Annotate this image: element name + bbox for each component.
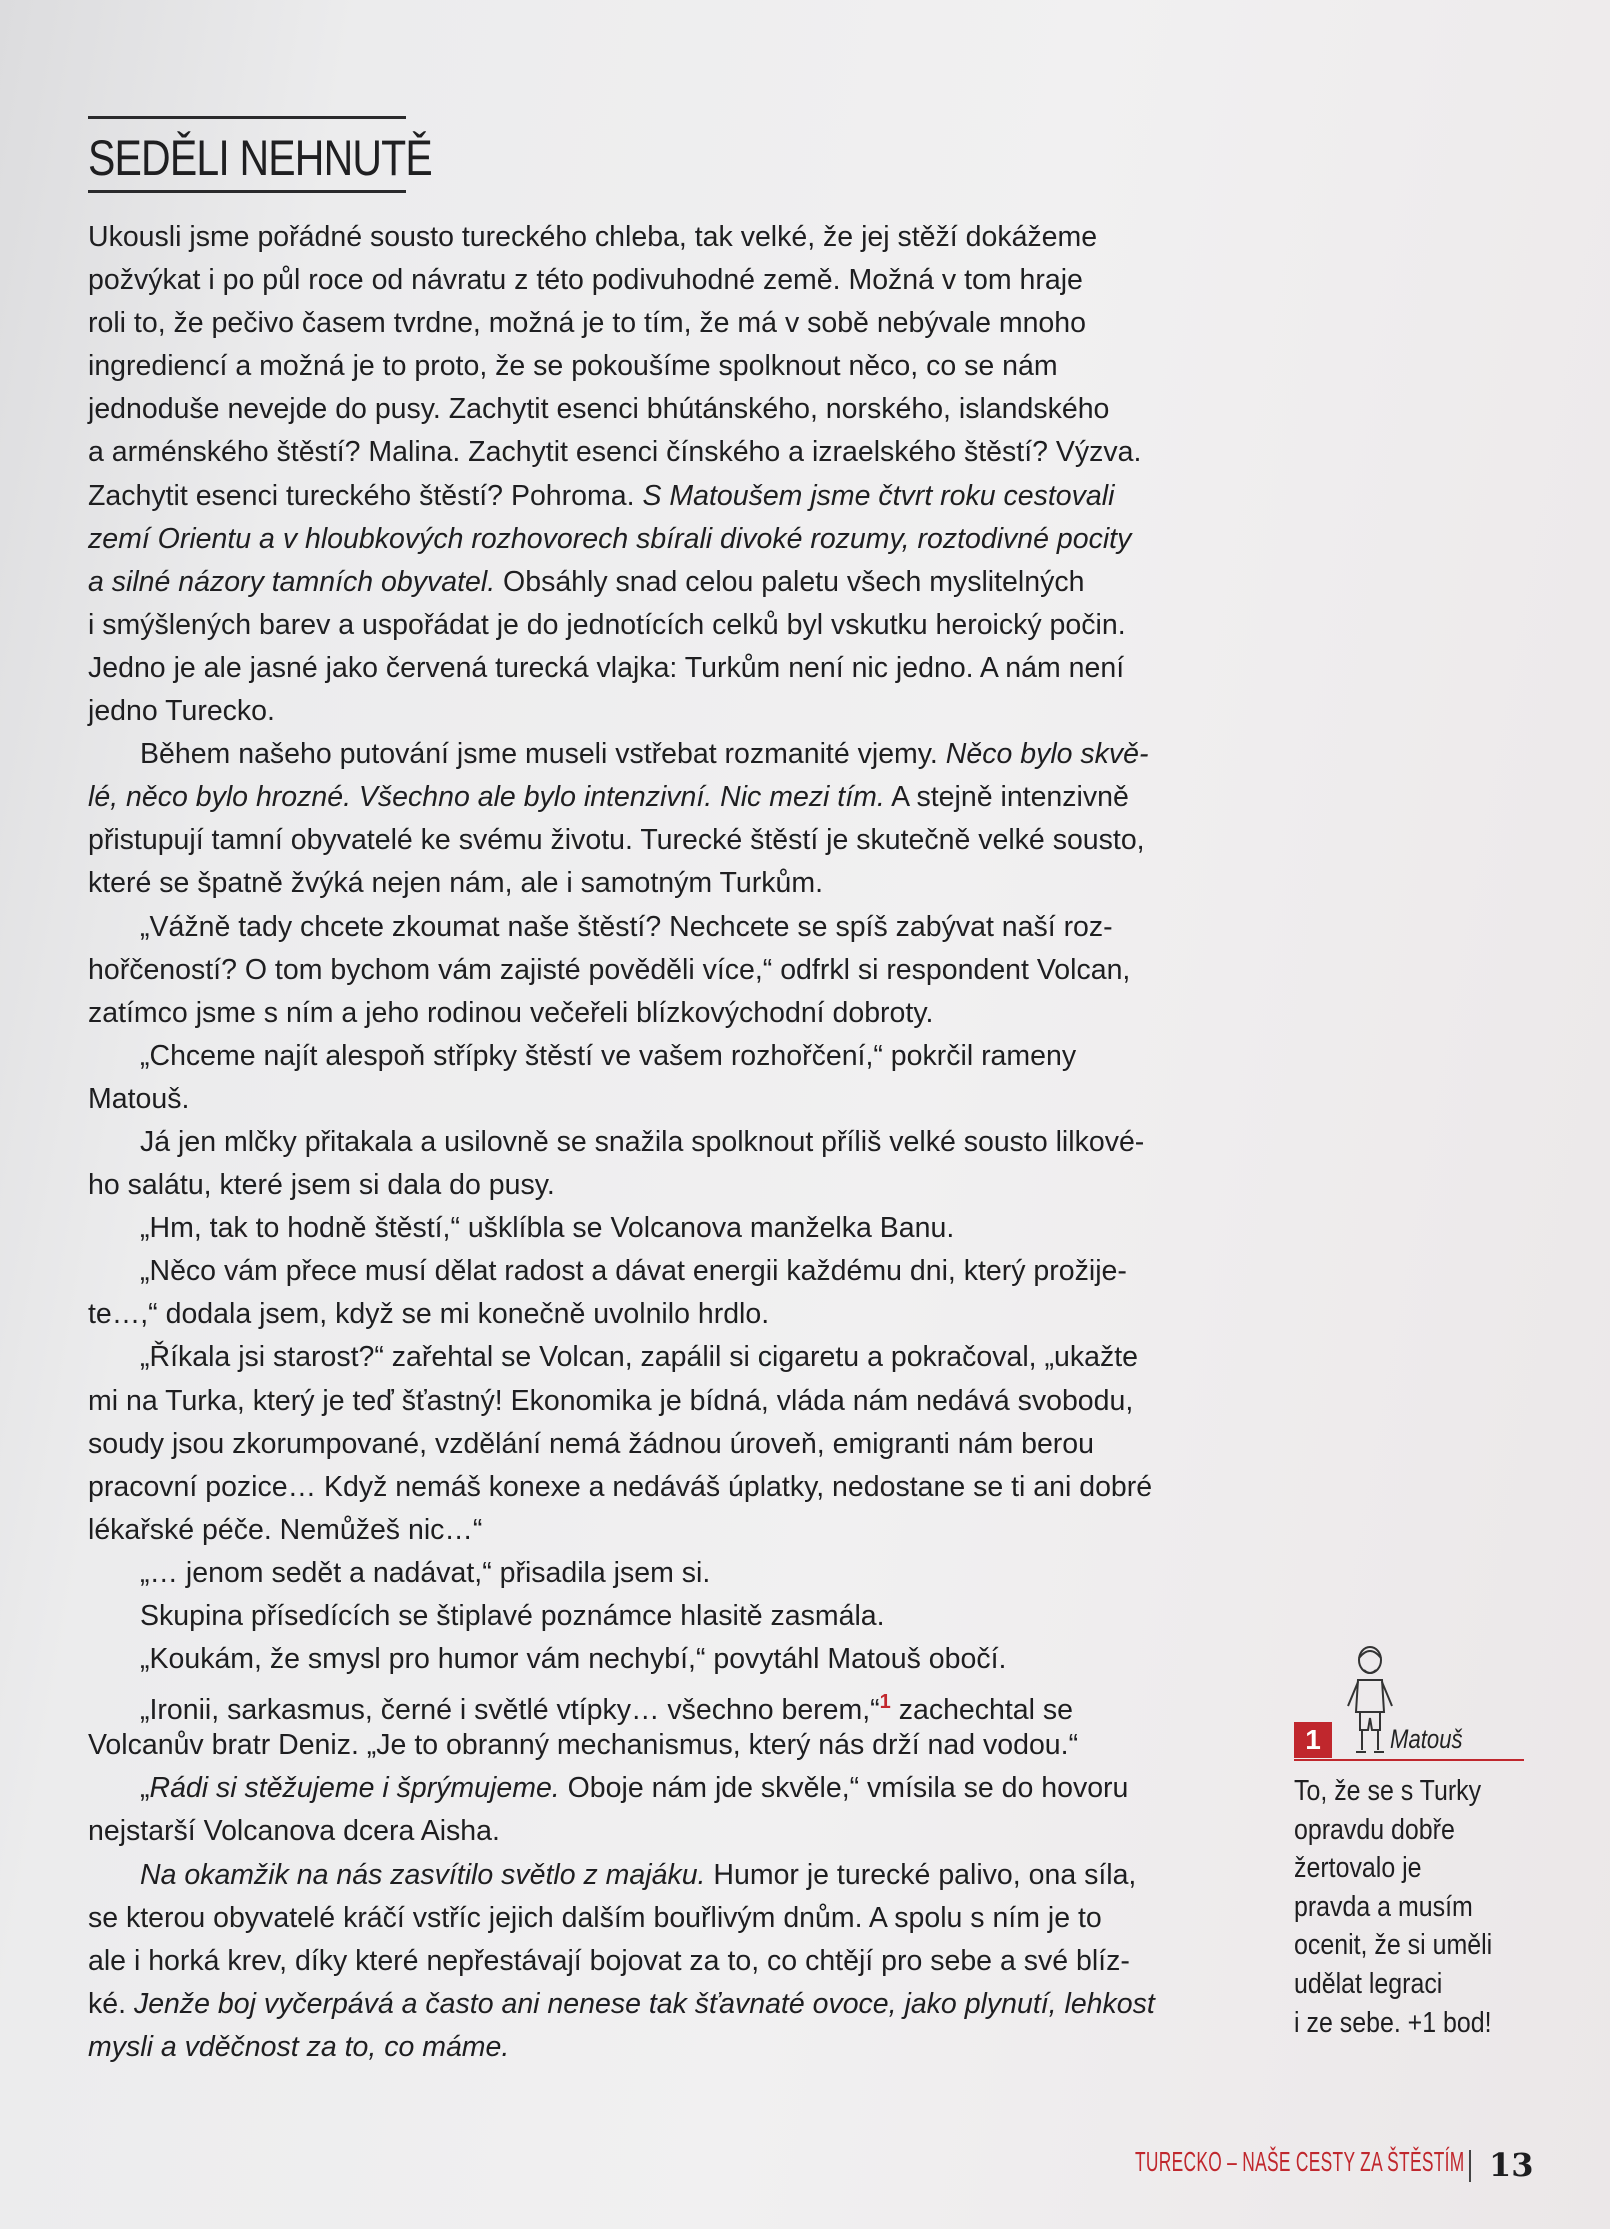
heading-top-rule	[88, 116, 406, 119]
body-line: roli to, že pečivo časem tvrdne, možná je to tím, že má v sobě nebývale mnoho	[88, 307, 1086, 340]
body-line: „Ironii, sarkasmus, černé i světlé vtípky… všechno berem,“$^1$ zachechtal se	[140, 1691, 1073, 1727]
body-line: „… jenom sedět a nadávat,“ přisadila jsem si.	[140, 1556, 711, 1589]
page-number: 13	[1489, 2146, 1534, 2184]
body-line: a silné názory tamních obyvatel. Obsáhly snad celou paletu všech myslitelných	[88, 565, 1085, 598]
body-line: Skupina přísedících se štiplavé poznámce hlasitě zasmála.	[140, 1600, 885, 1632]
body-line: „Říkala jsi starost?“ zařehtal se Volcan, zapálil si cigaretu a pokračoval, „ukažte	[140, 1341, 1138, 1374]
body-line: lékařské péče. Nemůžeš nic…“	[88, 1513, 483, 1546]
body-line: lé, něco bylo hrozné. Všechno ale bylo intenzivní. Nic mezi tím. A stejně intenzivně	[88, 781, 1129, 814]
body-line: pracovní pozice… Když nemáš konexe a nedáváš úplatky, nedostane se ti ani dobré	[88, 1470, 1153, 1503]
body-line: „Rádi si stěžujeme i šprýmujeme. Oboje nám jde skvěle,“ vmísila se do hovoru	[140, 1772, 1129, 1805]
sidenote-author: Matouš	[1390, 1724, 1463, 1754]
body-line: jedno Turecko.	[88, 695, 275, 728]
body-line: ale i horká krev, díky které nepřestávají bojovat za to, co chtějí pro sebe a své blíz-	[88, 1944, 1130, 1977]
body-line: „Koukám, že smysl pro humor vám nechybí,“ povytáhl Matouš obočí.	[140, 1643, 1007, 1676]
sidenote-line: i ze sebe. +1 bod!	[1294, 2006, 1492, 2039]
heading-underline	[88, 190, 406, 193]
body-line: jednoduše nevejde do pusy. Zachytit esenci bhútánského, norského, islandského	[88, 393, 1110, 426]
section-heading: SEDĚLI NEHNUTĚ	[88, 130, 432, 186]
body-line: „Hm, tak to hodně štěstí,“ ušklíbla se Volcanova manželka Banu.	[140, 1212, 955, 1245]
body-line: Ukousli jsme pořádné sousto tureckého chleba, tak velké, že jej stěží dokážeme	[88, 221, 1098, 253]
body-line: a arménského štěstí? Malina. Zachytit esenci čínského a izraelského štěstí? Výzva.	[88, 436, 1142, 469]
body-line: mysli a vděčnost za to, co máme.	[88, 2030, 510, 2063]
sidenote-line: pravda a musím	[1294, 1890, 1473, 1923]
body-line: Volcanův bratr Deniz. „Je to obranný mechanismus, který nás drží nad vodou.“	[88, 1729, 1079, 1762]
body-line: se kterou obyvatelé kráčí vstříc jejich dalším bouřlivým dnům. A spolu s ním je to	[88, 1901, 1102, 1934]
body-line: Matouš.	[88, 1082, 190, 1115]
body-text	[88, 216, 1268, 2069]
body-line: ho salátu, které jsem si dala do pusy.	[88, 1169, 555, 1202]
body-line: ingrediencí a možná je to proto, že se pokoušíme spolknout něco, co se nám	[88, 350, 1058, 383]
body-line: přistupují tamní obyvatelé ke svému životu. Turecké štěstí je skutečně velké sousto,	[88, 824, 1145, 857]
body-line: Jedno je ale jasné jako červená turecká vlajka: Turkům není nic jedno. A nám není	[88, 651, 1125, 684]
body-line: „Vážně tady chcete zkoumat naše štěstí? Nechcete se spíš zabývat naší roz-	[140, 910, 1113, 943]
body-line: i smýšlených barev a uspořádat je do jednotících celků byl vskutku heroický počin.	[88, 608, 1126, 641]
body-line: ké. Jenže boj vyčerpává a často ani nenese tak šťavnaté ovoce, jako plynutí, lehkost	[88, 1987, 1155, 2020]
page-footer	[1135, 2146, 1534, 2186]
body-line: zemí Orientu a v hloubkových rozhovorech sbírali divoké rozumy, roztodivné pocity	[88, 522, 1132, 555]
footer-divider	[1469, 2150, 1471, 2182]
body-line: Během našeho putování jsme museli vstřebat rozmanité vjemy. Něco bylo skvě-	[140, 738, 1149, 771]
sidenote-header	[1294, 1722, 1524, 1762]
sidenote-line: ocenit, že si uměli	[1294, 1929, 1493, 1962]
body-line: te…,“ dodala jsem, když se mi konečně uvolnilo hrdlo.	[88, 1298, 770, 1331]
sidenote-line: žertovalo je	[1294, 1852, 1422, 1885]
body-line: požvýkat i po půl roce od návratu z této podivuhodné země. Možná v tom hraje	[88, 264, 1083, 297]
sidenote-text	[1294, 1772, 1518, 2042]
sidenote-rule	[1294, 1759, 1524, 1761]
body-line: které se špatně žvýká nejen nám, ale i samotným Turkům.	[88, 867, 823, 900]
body-line: Já jen mlčky přitakala a usilovně se snažila spolknout příliš velké sousto lilkové-	[140, 1125, 1145, 1158]
body-line: hořčeností? O tom bychom vám zajisté pověděli více,“ odfrkl si respondent Volcan,	[88, 953, 1131, 986]
body-line: Na okamžik na nás zasvítilo světlo z majáku. Humor je turecké palivo, ona síla,	[140, 1858, 1137, 1891]
body-line: mi na Turka, který je teď šťastný! Ekonomika je bídná, vláda nám nedává svobodu,	[88, 1384, 1134, 1417]
body-line: „Chceme najít alespoň střípky štěstí ve vašem rozhořčení,“ pokrčil rameny	[140, 1039, 1077, 1072]
running-title: TURECKO – NAŠE CESTY ZA ŠTĚSTÍM	[1135, 2146, 1465, 2177]
body-line: zatímco jsme s ním a jeho rodinou večeřeli blízkovýchodní dobroty.	[88, 996, 934, 1029]
sidenote-line: opravdu dobře	[1294, 1813, 1455, 1846]
body-line: Zachytit esenci tureckého štěstí? Pohroma. S Matoušem jsme čtvrt roku cestovali	[88, 479, 1115, 512]
body-line: „Něco vám přece musí dělat radost a dávat energii každému dni, který prožije-	[140, 1255, 1127, 1288]
body-line: nejstarší Volcanova dcera Aisha.	[88, 1815, 500, 1848]
sidenote-number-badge: 1	[1294, 1722, 1332, 1758]
body-line: soudy jsou zkorumpované, vzdělání nemá žádnou úroveň, emigranti nám berou	[88, 1427, 1095, 1460]
sidenote-line: To, že se s Turky	[1294, 1775, 1482, 1807]
sidenote-line: udělat legraci	[1294, 1967, 1443, 2000]
